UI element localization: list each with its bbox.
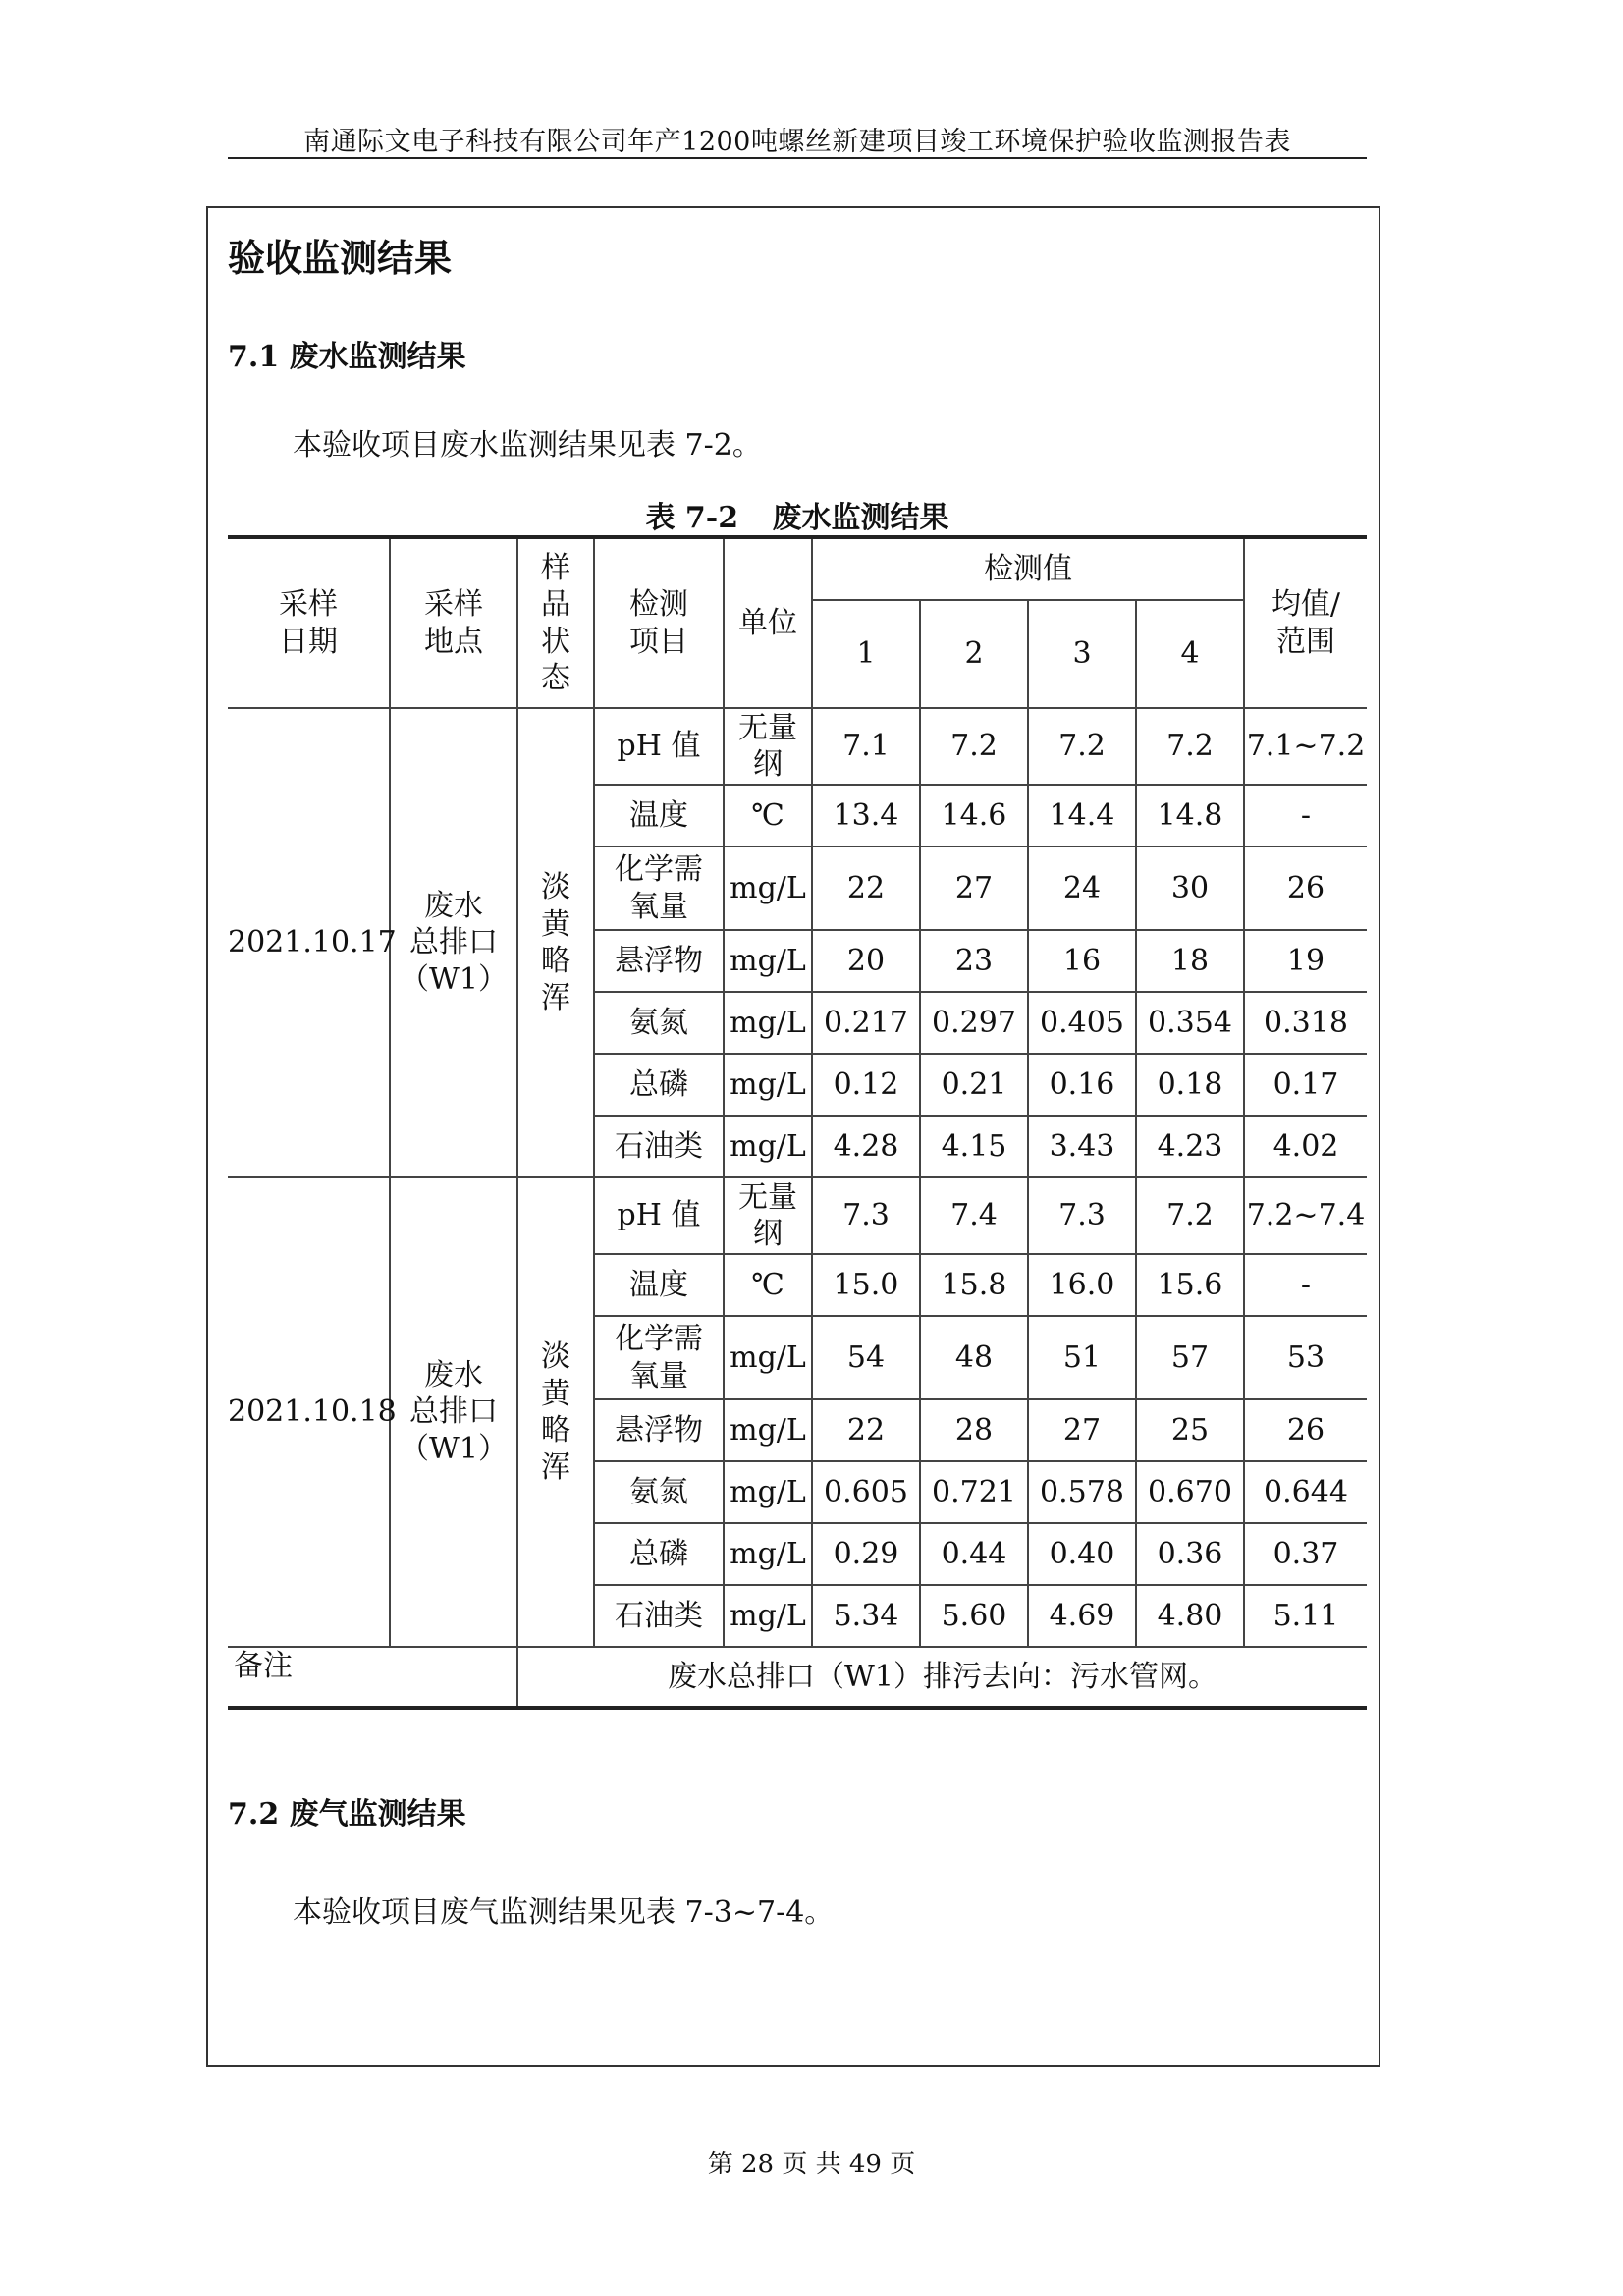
header-test-values: 检测值 <box>812 537 1244 600</box>
cell-value: 4.23 <box>1136 1116 1244 1177</box>
cell-value: 0.578 <box>1028 1461 1136 1523</box>
cell-unit: mg/L <box>724 1316 812 1399</box>
cell-test-item: 石油类 <box>594 1585 724 1647</box>
cell-test-item: 氨氮 <box>594 992 724 1054</box>
table-caption-number: 表 7-2 <box>645 501 739 535</box>
cell-unit: mg/L <box>724 1399 812 1461</box>
cell-unit: ℃ <box>724 785 812 847</box>
cell-sample-location: 废水 总排口 （W1） <box>390 1177 517 1647</box>
cell-value: 7.3 <box>812 1177 920 1254</box>
cell-value: 4.28 <box>812 1116 920 1177</box>
cell-value: 0.18 <box>1136 1054 1244 1116</box>
cell-value: 14.6 <box>920 785 1028 847</box>
section-7-1-intro: 本验收项目废水监测结果见表 7-2。 <box>293 428 762 463</box>
header-sample-state: 样 品 状 态 <box>517 537 594 708</box>
cell-mean: 7.1~7.2 <box>1244 708 1367 785</box>
header-unit: 单位 <box>724 537 812 708</box>
cell-sample-date: 2021.10.17 <box>228 708 390 1177</box>
cell-value: 27 <box>920 847 1028 930</box>
cell-value: 7.2 <box>1028 708 1136 785</box>
cell-unit: mg/L <box>724 1523 812 1585</box>
cell-value: 13.4 <box>812 785 920 847</box>
header-sample-index: 4 <box>1136 600 1244 708</box>
cell-test-item: 总磷 <box>594 1054 724 1116</box>
header-sample-index: 3 <box>1028 600 1136 708</box>
cell-unit: ℃ <box>724 1254 812 1316</box>
cell-mean: 0.644 <box>1244 1461 1367 1523</box>
table-header-row <box>228 537 1367 600</box>
cell-value: 0.217 <box>812 992 920 1054</box>
cell-value: 0.40 <box>1028 1523 1136 1585</box>
cell-value: 7.3 <box>1028 1177 1136 1254</box>
cell-value: 0.12 <box>812 1054 920 1116</box>
table-caption-title: 废水监测结果 <box>772 501 949 535</box>
cell-value: 15.0 <box>812 1254 920 1316</box>
table-remark-row <box>228 1647 1367 1708</box>
cell-value: 7.2 <box>1136 1177 1244 1254</box>
cell-test-item: 石油类 <box>594 1116 724 1177</box>
cell-unit: mg/L <box>724 992 812 1054</box>
cell-sample-date: 2021.10.18 <box>228 1177 390 1647</box>
cell-value: 15.6 <box>1136 1254 1244 1316</box>
cell-value: 14.4 <box>1028 785 1136 847</box>
cell-mean: - <box>1244 785 1367 847</box>
cell-value: 0.405 <box>1028 992 1136 1054</box>
cell-mean: 0.318 <box>1244 992 1367 1054</box>
section-7-2-title: 7.2 废气监测结果 <box>228 1797 466 1831</box>
cell-value: 7.2 <box>1136 708 1244 785</box>
cell-sample-location: 废水 总排口 （W1） <box>390 708 517 1177</box>
cell-value: 4.69 <box>1028 1585 1136 1647</box>
cell-value: 0.29 <box>812 1523 920 1585</box>
cell-value: 0.670 <box>1136 1461 1244 1523</box>
cell-value: 57 <box>1136 1316 1244 1399</box>
cell-test-item: 悬浮物 <box>594 930 724 992</box>
cell-mean: 7.2~7.4 <box>1244 1177 1367 1254</box>
cell-value: 22 <box>812 1399 920 1461</box>
header-sample-index: 1 <box>812 600 920 708</box>
cell-value: 48 <box>920 1316 1028 1399</box>
cell-unit: mg/L <box>724 847 812 930</box>
cell-value: 25 <box>1136 1399 1244 1461</box>
cell-unit: 无量 纲 <box>724 708 812 785</box>
cell-value: 18 <box>1136 930 1244 992</box>
cell-value: 7.4 <box>920 1177 1028 1254</box>
cell-value: 15.8 <box>920 1254 1028 1316</box>
cell-mean: 26 <box>1244 1399 1367 1461</box>
cell-mean: 19 <box>1244 930 1367 992</box>
wastewater-results-table <box>228 535 1367 1710</box>
section-title: 验收监测结果 <box>228 236 453 280</box>
cell-unit: mg/L <box>724 1054 812 1116</box>
cell-test-item: 化学需 氧量 <box>594 1316 724 1399</box>
section-7-2-intro: 本验收项目废气监测结果见表 7-3~7-4。 <box>293 1895 835 1930</box>
cell-test-item: 氨氮 <box>594 1461 724 1523</box>
header-sample-index: 2 <box>920 600 1028 708</box>
cell-value: 7.1 <box>812 708 920 785</box>
header-mean-range: 均值/ 范围 <box>1244 537 1367 708</box>
remark-label: 备注 <box>228 1647 517 1708</box>
cell-value: 22 <box>812 847 920 930</box>
cell-mean: 53 <box>1244 1316 1367 1399</box>
cell-value: 4.80 <box>1136 1585 1244 1647</box>
cell-value: 28 <box>920 1399 1028 1461</box>
cell-test-item: pH 值 <box>594 708 724 785</box>
cell-sample-state: 淡 黄 略 浑 <box>517 708 594 1177</box>
cell-value: 0.297 <box>920 992 1028 1054</box>
cell-value: 16.0 <box>1028 1254 1136 1316</box>
cell-value: 14.8 <box>1136 785 1244 847</box>
cell-unit: mg/L <box>724 1116 812 1177</box>
cell-test-item: 温度 <box>594 785 724 847</box>
header-rule <box>228 157 1367 159</box>
cell-test-item: 总磷 <box>594 1523 724 1585</box>
cell-mean: 0.37 <box>1244 1523 1367 1585</box>
cell-test-item: 悬浮物 <box>594 1399 724 1461</box>
page-footer: 第 28 页 共 49 页 <box>707 2150 916 2179</box>
cell-value: 5.34 <box>812 1585 920 1647</box>
cell-value: 0.354 <box>1136 992 1244 1054</box>
cell-mean: 4.02 <box>1244 1116 1367 1177</box>
page-header: 南通际文电子科技有限公司年产1200吨螺丝新建项目竣工环境保护验收监测报告表 <box>303 127 1291 157</box>
cell-unit: mg/L <box>724 1461 812 1523</box>
cell-value: 20 <box>812 930 920 992</box>
cell-value: 30 <box>1136 847 1244 930</box>
cell-value: 0.721 <box>920 1461 1028 1523</box>
cell-value: 16 <box>1028 930 1136 992</box>
cell-mean: 5.11 <box>1244 1585 1367 1647</box>
cell-value: 23 <box>920 930 1028 992</box>
cell-value: 0.44 <box>920 1523 1028 1585</box>
header-sample-location: 采样 地点 <box>390 537 517 708</box>
cell-unit: 无量 纲 <box>724 1177 812 1254</box>
cell-value: 4.15 <box>920 1116 1028 1177</box>
header-test-item: 检测 项目 <box>594 537 724 708</box>
cell-value: 51 <box>1028 1316 1136 1399</box>
cell-value: 5.60 <box>920 1585 1028 1647</box>
cell-mean: 0.17 <box>1244 1054 1367 1116</box>
header-sample-date: 采样 日期 <box>228 537 390 708</box>
cell-value: 0.36 <box>1136 1523 1244 1585</box>
cell-value: 0.21 <box>920 1054 1028 1116</box>
cell-unit: mg/L <box>724 930 812 992</box>
cell-value: 3.43 <box>1028 1116 1136 1177</box>
cell-value: 0.605 <box>812 1461 920 1523</box>
table-row <box>228 708 1367 785</box>
table-caption <box>228 493 1367 536</box>
cell-unit: mg/L <box>724 1585 812 1647</box>
cell-test-item: 化学需 氧量 <box>594 847 724 930</box>
table-row <box>228 1177 1367 1254</box>
cell-value: 7.2 <box>920 708 1028 785</box>
cell-test-item: 温度 <box>594 1254 724 1316</box>
cell-value: 54 <box>812 1316 920 1399</box>
remark-text: 废水总排口（W1）排污去向：污水管网。 <box>517 1647 1367 1708</box>
section-7-1-title: 7.1 废水监测结果 <box>228 340 466 374</box>
cell-value: 24 <box>1028 847 1136 930</box>
cell-sample-state: 淡 黄 略 浑 <box>517 1177 594 1647</box>
cell-value: 27 <box>1028 1399 1136 1461</box>
cell-mean: - <box>1244 1254 1367 1316</box>
cell-mean: 26 <box>1244 847 1367 930</box>
cell-test-item: pH 值 <box>594 1177 724 1254</box>
cell-value: 0.16 <box>1028 1054 1136 1116</box>
